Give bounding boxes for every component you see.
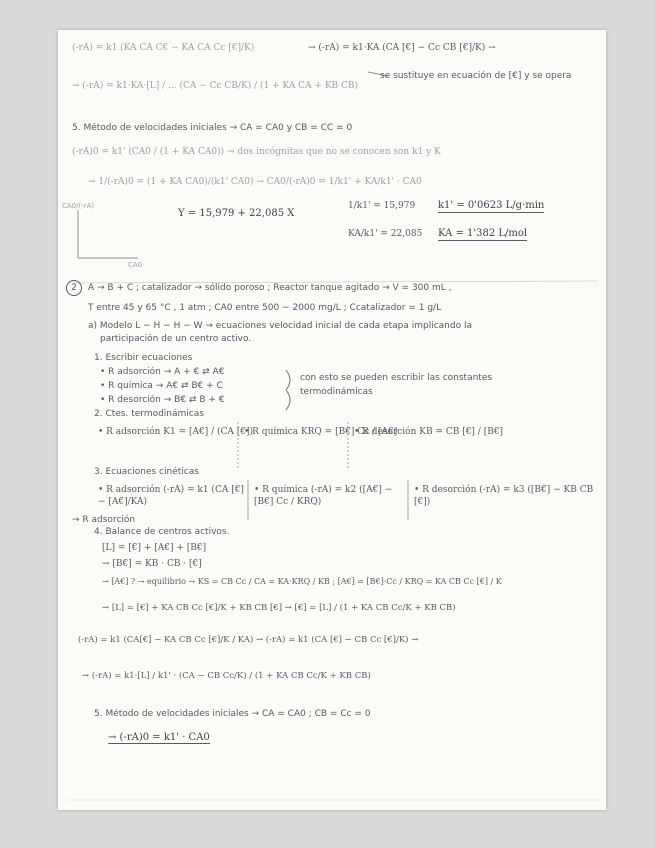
balance-3: → [A€] ? → equilibrio → KS = CB Cc / CA = KA·KRQ / KB ; [A€] = [B€]·Cc / KRQ = KA CB Cc [€] / K xyxy=(102,577,502,586)
eq-top-3: (-rA)0 = k1' (CA0 / (1 + KA CA0)) → dos incógnitas que no se conocen son k1 y K xyxy=(72,147,441,157)
step-1-heading: 1. Escribir ecuaciones xyxy=(94,353,193,363)
result-1-left: 1/k1' = 15,979 xyxy=(348,201,416,211)
eq-top-1a: (-rA) = k1 (KA CA C€ − KA CA Cc [€]/K) xyxy=(72,43,255,53)
step-4-heading: 4. Balance de centros activos. xyxy=(94,527,230,537)
plot-y-label: CA0/(-rA) xyxy=(62,202,95,210)
brace xyxy=(286,370,290,410)
p2-line-2: T entre 45 y 65 °C , 1 atm ; CA0 entre 500 − 2000 mg/L ; Ccatalizador = 1 g/L xyxy=(88,303,442,313)
step-1-eq-1: • R adsorción → A + € ⇄ A€ xyxy=(100,367,225,377)
p2-a-line-1: a) Modelo L − H − H − W → ecuaciones velocidad inicial de cada etapa implicando la xyxy=(88,321,472,331)
step-1-eq-3: • R desorción → B€ ⇄ B + € xyxy=(100,395,225,405)
kinetic-quimica: • R química (-rA) = k2 ([A€] − [B€] Cc / KRQ) xyxy=(254,485,393,507)
eq-top-4: → 1/(-rA)0 = (1 + KA CA0)/(k1' CA0) → CA0/(-rA)0 = 1/k1' + KA/k1' · CA0 xyxy=(88,177,422,187)
const-quimica: • R química KRQ = [B€] Cc / [A€] xyxy=(244,427,398,437)
balance-4: → [L] = [€] + KA CB Cc [€]/K + KB CB [€] → [€] = [L] / (1 + KA CB Cc/K + KB CB) xyxy=(102,603,456,613)
kinetic-adsorcion: • R adsorción (-rA) = k1 (CA [€] − [A€]/KA) xyxy=(98,485,244,507)
controlling-step-note: → R adsorción xyxy=(72,515,136,525)
note-sustituye: se sustituye en ecuación de [€] y se opera xyxy=(380,71,572,81)
heading-metodo-5-top: 5. Método de velocidades iniciales → CA = CA0 y CB = CC = 0 xyxy=(72,123,353,133)
p2-a-line-2: participación de un centro activo. xyxy=(100,334,252,344)
result-KA: KA = 1'382 L/mol xyxy=(438,228,528,239)
step-2-heading: 2. Ctes. termodinámicas xyxy=(94,409,204,419)
balance-2: → [B€] = KB · CB · [€] xyxy=(102,559,202,569)
p2-line-1: A → B + C ; catalizador → sólido poroso ; Reactor tanque agitado → V = 300 mL , xyxy=(88,283,452,293)
step-5-heading: 5. Método de velocidades iniciales → CA = CA0 ; CB = Cc = 0 xyxy=(94,709,371,719)
note-termodinamicas: termodinámicas xyxy=(300,387,373,397)
kinetic-desorcion: • R desorción (-rA) = k3 ([B€] − KB CB [€]) xyxy=(414,485,594,507)
result-2-left: KA/k1' = 22,085 xyxy=(348,229,423,239)
balance-1: [L] = [€] + [A€] + [B€] xyxy=(102,543,207,553)
rate-expression-1: (-rA) = k1 (CA[€] − KA CB Cc [€]/K / KA) → (-rA) = k1 (CA [€] − CB Cc [€]/K) → xyxy=(78,635,419,645)
plot-x-label: CA0 xyxy=(128,261,143,269)
eq-top-1b: → (-rA) = k1·KA (CA [€] − Cc CB [€]/K) → xyxy=(308,43,496,53)
problem-number: 2 xyxy=(66,280,82,296)
linear-fit-equation: Y = 15,979 + 22,085 X xyxy=(178,208,295,219)
notebook-page xyxy=(58,30,606,810)
const-desorcion: • R desorción KB = CB [€] / [B€] xyxy=(354,427,504,437)
rate-expression-2: → (-rA) = k1·[L] / k1' · (CA − CB Cc/K) / (1 + KA CB Cc/K + KB CB) xyxy=(82,671,371,681)
result-k1prime: k1' = 0'0623 L/g·min xyxy=(438,200,545,211)
step-1-eq-2: • R química → A€ ⇄ B€ + C xyxy=(100,381,223,391)
eq-top-2a: → (-rA) = k1·KA·[L] / ... (CA − Cc CB/K) / (1 + KA CA + KB CB) xyxy=(72,81,359,91)
step-3-heading: 3. Ecuaciones cinéticas xyxy=(94,467,199,477)
final-rate: → (-rA)0 = k1' · CA0 xyxy=(108,732,210,743)
note-constantes: con esto se pueden escribir las constantes xyxy=(300,373,493,383)
const-adsorcion: • R adsorción K1 = [A€] / (CA [€]) xyxy=(98,427,253,437)
